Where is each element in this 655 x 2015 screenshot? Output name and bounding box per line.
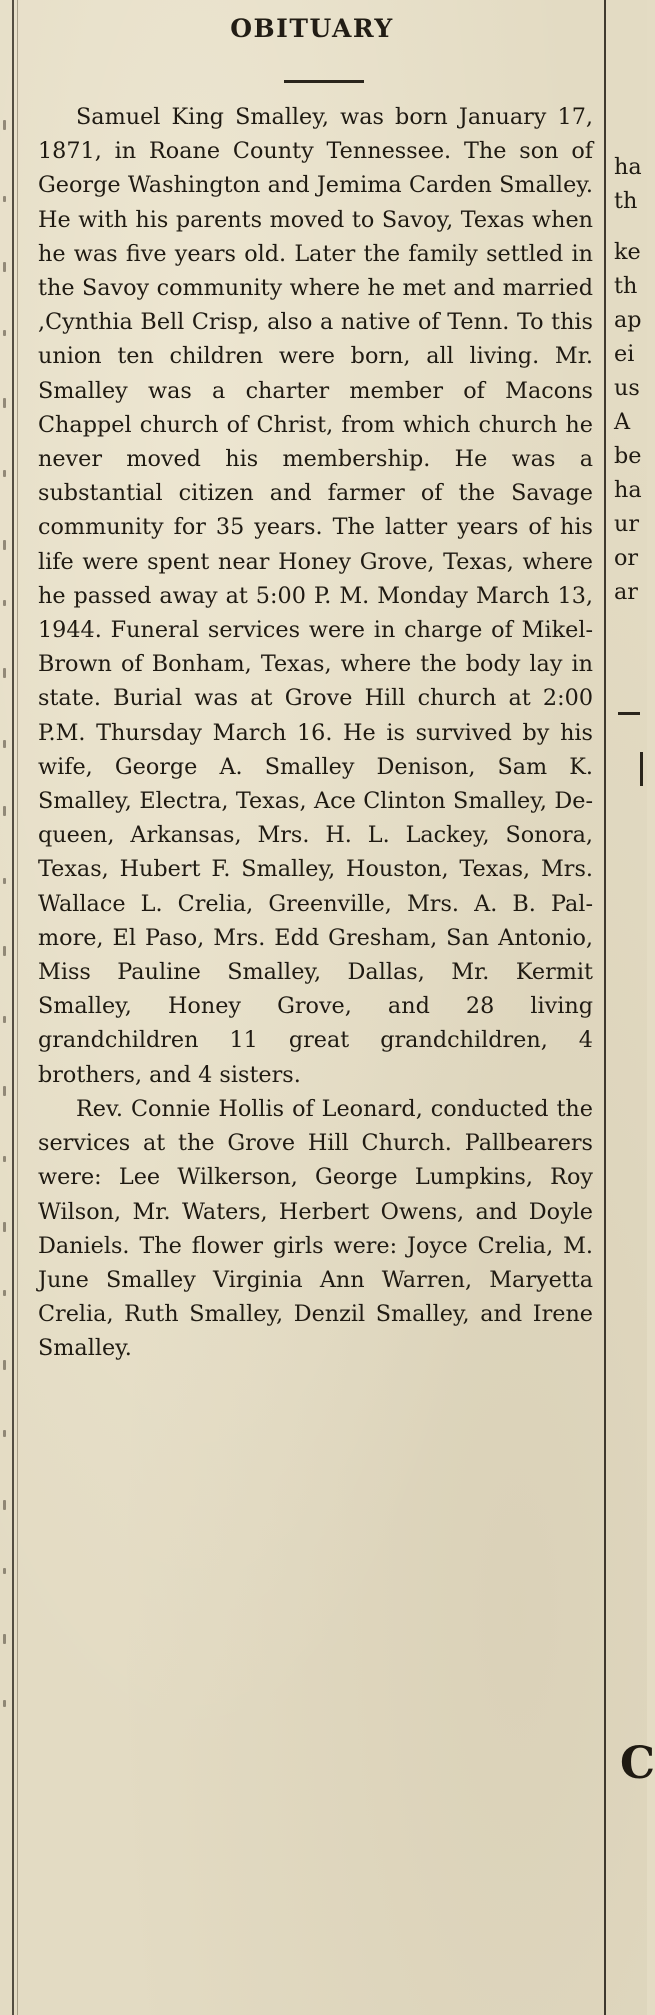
right-fragment: ha (614, 477, 642, 503)
right-fragment: ha (614, 154, 642, 180)
article-paragraph-2: Rev. Connie Hollis of Leonard, conducted the services at the Grove Hill Church. Pallbearers were: Lee Wilkerson, George Lumpkins, Roy Wilson, Mr. Waters, Herbert Owens, and Doyle Daniels. The flower girls were: Joyce Crelia, M. June Smalley Virginia Ann Warren, Maryetta Crelia, Ruth Smalley, Denzil Smalley, and Irene Smalley. (38, 1095, 593, 1362)
right-column-rule (604, 0, 606, 2015)
right-fragment: us (614, 375, 640, 401)
obituary-column (22, 0, 602, 2015)
left-column-rule-inner (17, 0, 18, 2015)
left-column-fragments (0, 0, 12, 2015)
article-body (38, 100, 593, 1366)
left-column-rule (12, 0, 14, 2015)
right-fragment: th (614, 273, 638, 299)
right-fragment: or (614, 545, 639, 571)
right-column-dash (618, 712, 640, 715)
right-fragment: A (614, 409, 631, 435)
right-fragment: ur (614, 511, 640, 537)
heading-divider (284, 80, 364, 83)
right-fragment: ap (614, 307, 642, 333)
right-fragment: th (614, 188, 638, 214)
article-paragraph-1: Samuel King Smalley, was born January 17, 1871, in Roane County Tennessee. The son of George Washington and Jemima Carden Smalley. He with his parents moved to Savoy, Texas when he was five years old. Later the family settled in the Savoy community where he met and married ,Cynthia Bell Crisp, also a native of Tenn. To this union ten children were born, all living. Mr. Smalley was a charter member of Macons Chappel church of Christ, from which church he never moved his membership. He was a substantial citizen and farmer of the Savage community for 35 years. The latter years of his life were spent near Honey Grove, Texas, where he passed away at 5:00 P. M. Monday March 13, 1944. Funeral services were in charge of Mikel-Brown of Bonham, Texas, where the body lay in state. Burial was at Grove Hill church at 2:00 P.M. Thursday March 16. He is survived by his wife, George A. Smalley Denison, Sam K. Smalley, Electra, Texas, Ace Clinton Smalley, Dequeen, Arkansas, Mrs. H. L. Lackey, Sonora, Texas, Hubert F. Smalley, Houston, Texas, Mrs. Wallace L. Crelia, Greenville, Mrs. A. B. Palmore, El Paso, Mrs. Edd Gresham, San Antonio, Miss Pauline Smalley, Dallas, Mr. Kermit Smalley, Honey Grove, and 28 living grandchildren 11 great grandchildren, 4 brothers, and 4 sisters. (38, 104, 593, 1088)
right-fragment: ke (614, 239, 641, 265)
right-column-fragments (610, 0, 655, 2015)
right-column-bar (640, 752, 643, 786)
right-fragment: ar (614, 579, 638, 605)
right-fragment: ei (614, 341, 635, 367)
right-column-initial: C (620, 1738, 655, 1789)
right-fragment: be (614, 443, 642, 469)
article-heading: OBITUARY (230, 14, 394, 43)
